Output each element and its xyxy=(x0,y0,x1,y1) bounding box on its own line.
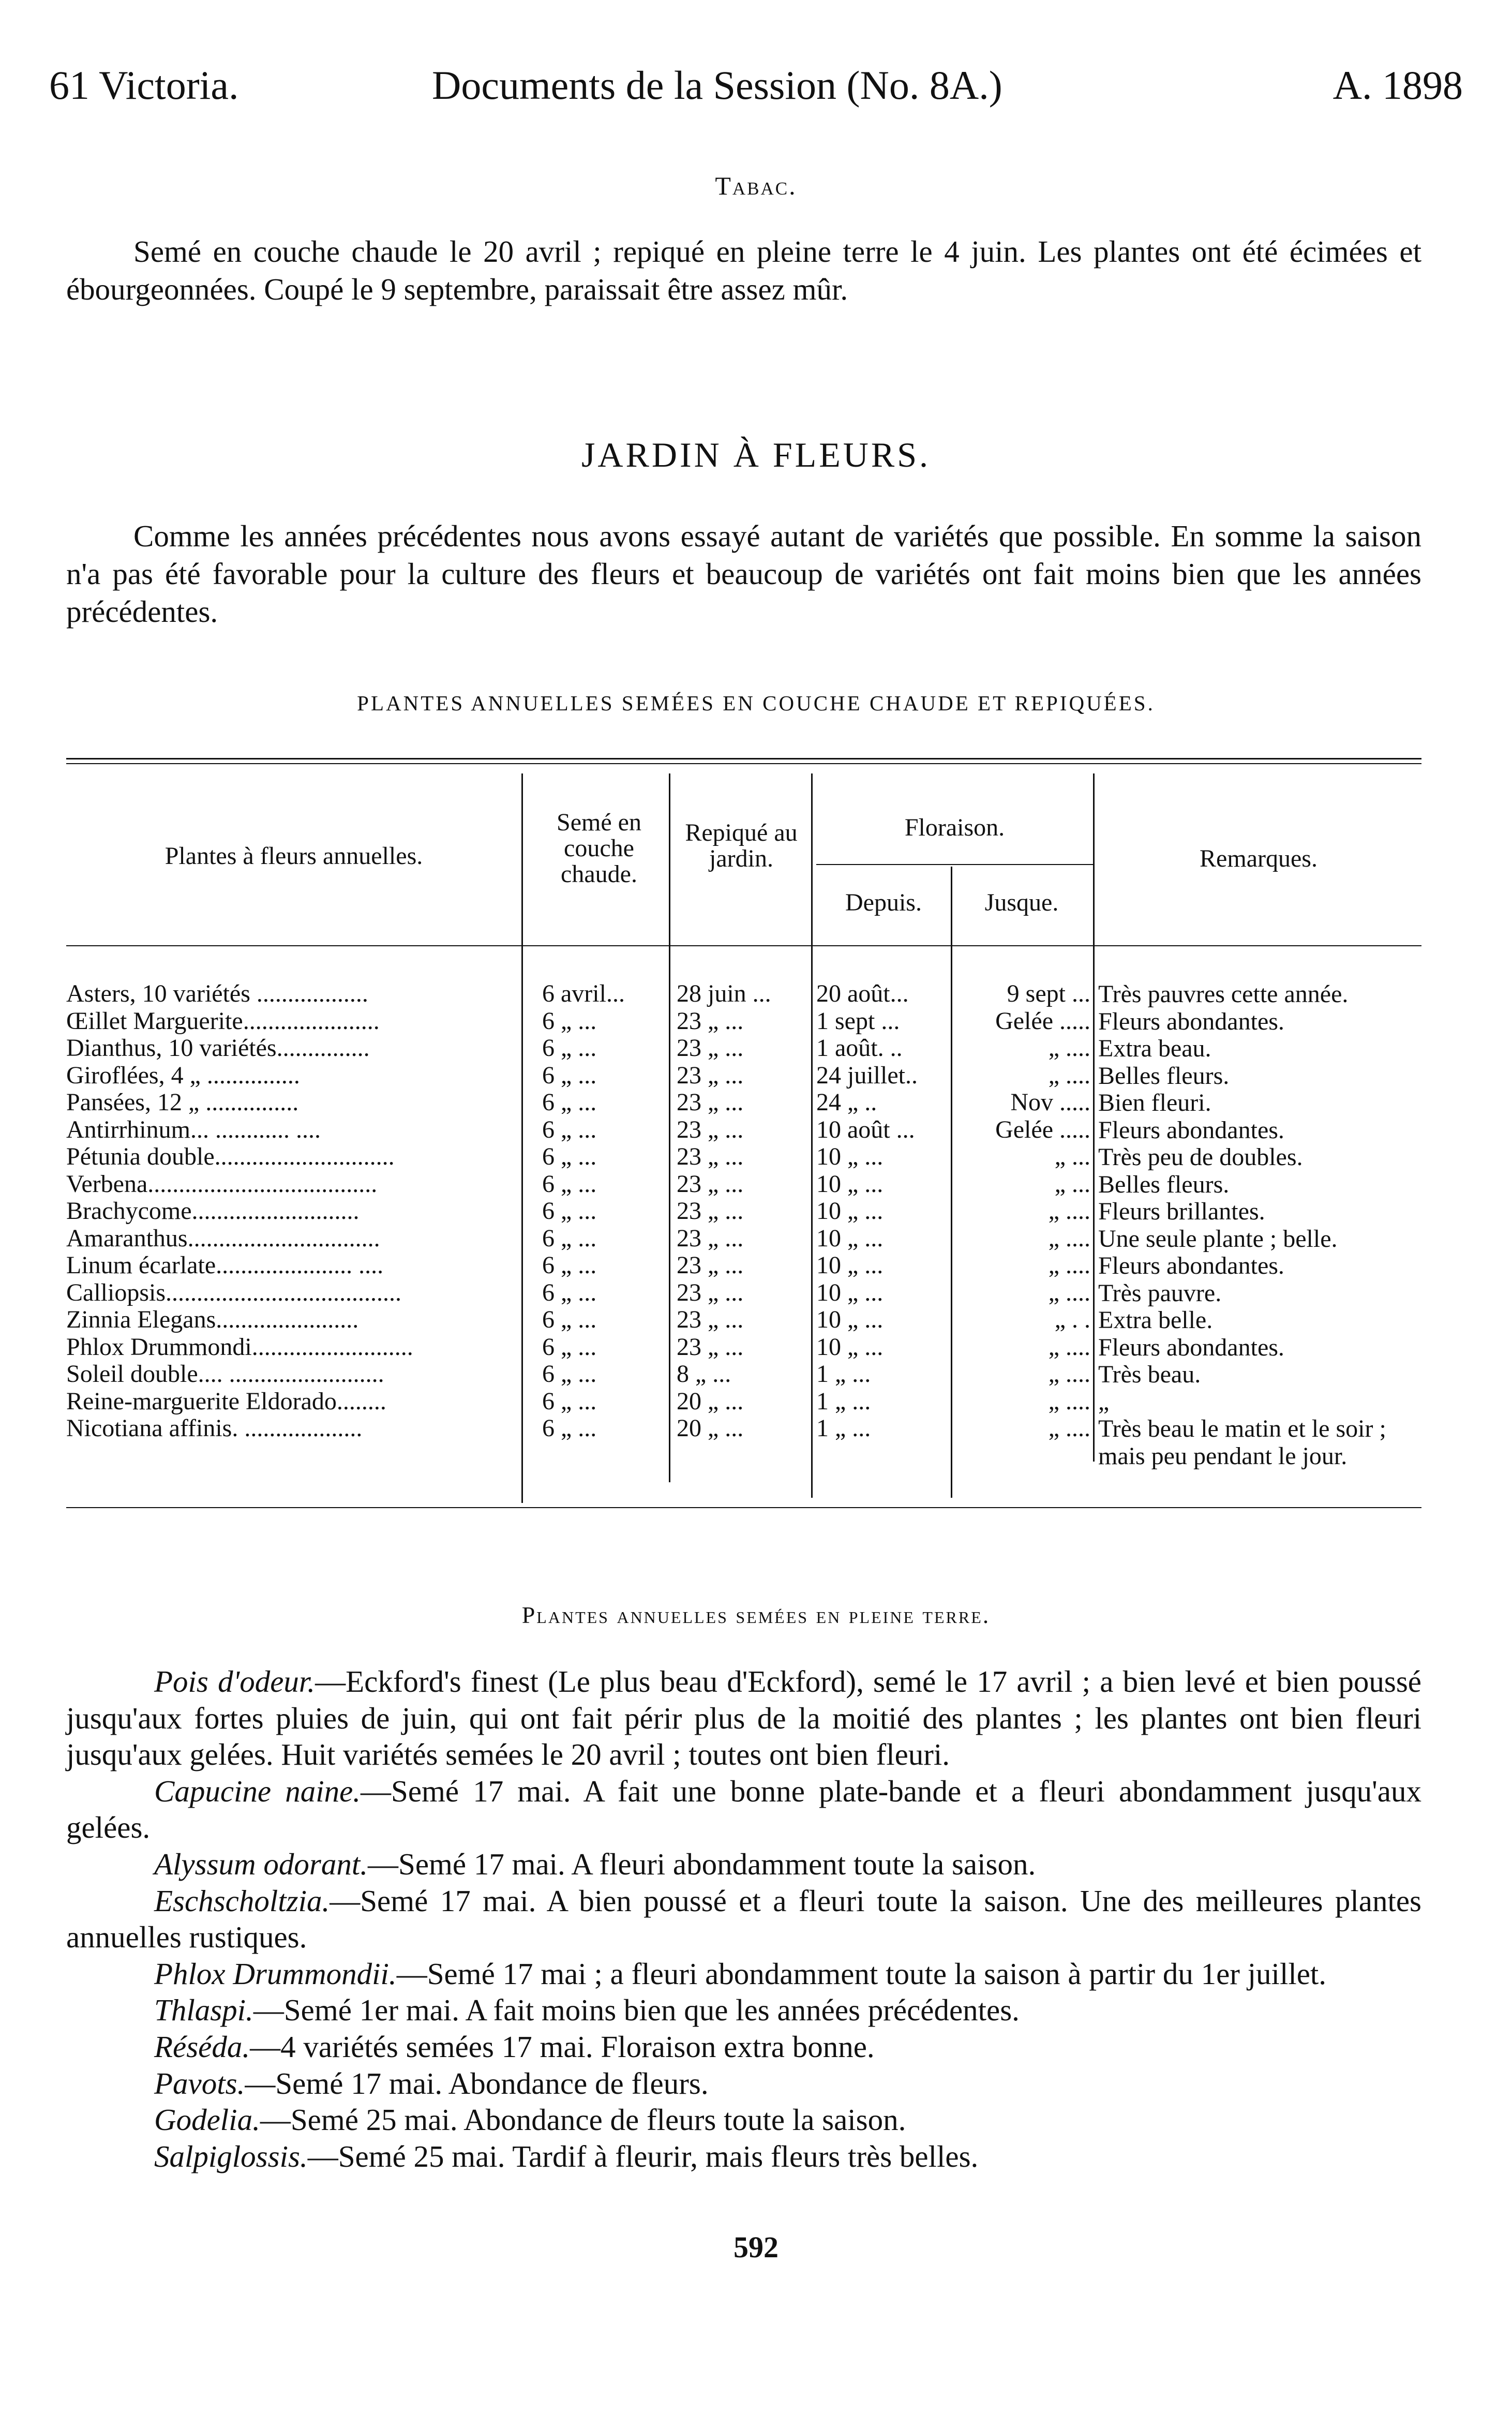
tabac-heading: Tabac. xyxy=(715,171,797,200)
plant-name-cell: Linum écarlate...................... .... xyxy=(66,1252,384,1279)
plant-entry-text: —Semé 25 mai. Abondance de fleurs toute la saison. xyxy=(260,2103,906,2137)
table-row xyxy=(66,1306,1421,1334)
plant-entry-text: —Semé 25 mai. Tardif à fleurir, mais fleurs très belles. xyxy=(307,2139,979,2173)
remarques-cell: Très beau. xyxy=(1098,1361,1201,1388)
remarques-cell: Très pauvre. xyxy=(1098,1279,1222,1307)
repique-cell: 23 „ ... xyxy=(677,1035,744,1062)
table-top-rule xyxy=(66,758,1421,759)
plant-entry xyxy=(66,1992,1421,2029)
remarques-cell: Belles fleurs. xyxy=(1098,1170,1230,1198)
plant-entry xyxy=(66,1883,1421,1956)
plant-name-cell: Pansées, 12 „ ............... xyxy=(66,1089,299,1116)
table-row xyxy=(66,1089,1421,1116)
plant-entry-text: —Eckford's finest (Le plus beau d'Eckford), semé le 17 avril ; a bien levé et bien poussé jusqu'aux fortes pluies de juin, qui ont fait périr plus de la moitié des plantes ; les plantes ont bien fleuri jusqu'aux gelées. Huit variétés semées le 20 avril ; toutes ont bien fleuri. xyxy=(66,1664,1421,1772)
seme-cell: 6 „ ... xyxy=(542,1252,597,1279)
seme-cell: 6 „ ... xyxy=(542,1062,597,1089)
plant-entry-text: —Semé 17 mai. A bien poussé et a fleuri toute la saison. Une des meilleures plantes annuelles rustiques. xyxy=(66,1883,1421,1955)
jusque-cell: „ .... xyxy=(1048,1388,1090,1415)
table-row xyxy=(66,1062,1421,1090)
seme-cell: 6 avril... xyxy=(542,980,625,1007)
plant-entry-name: Capucine naine. xyxy=(154,1774,361,1808)
depuis-cell: 10 „ ... xyxy=(816,1225,884,1252)
jusque-cell: „ ... xyxy=(1054,1170,1090,1198)
jusque-cell: „ .... xyxy=(1048,1252,1090,1279)
table-row xyxy=(66,1035,1421,1062)
repique-cell: 20 „ ... xyxy=(677,1388,744,1415)
remarques-cell: Très pauvres cette année. xyxy=(1098,980,1349,1008)
plant-entry-name: Alyssum odorant. xyxy=(154,1846,368,1881)
header-remarques: Remarques. xyxy=(1200,845,1318,872)
plant-name-cell: Œillet Marguerite...................... xyxy=(66,1007,380,1035)
repique-cell: 28 juin ... xyxy=(677,980,771,1007)
page-number: 592 xyxy=(733,2230,779,2264)
depuis-cell: 10 août ... xyxy=(816,1116,915,1143)
plant-name-cell: Pétunia double............................. xyxy=(66,1143,395,1170)
seme-cell: 6 „ ... xyxy=(542,1035,597,1062)
plant-entry xyxy=(66,2029,1421,2065)
repique-cell: 23 „ ... xyxy=(677,1252,744,1279)
plant-entry-name: Godelia. xyxy=(154,2103,260,2137)
repique-cell: 23 „ ... xyxy=(677,1062,744,1089)
plant-entry xyxy=(66,1773,1421,1846)
seme-cell: 6 „ ... xyxy=(542,1007,597,1035)
jardin-paragraph: Comme les années précédentes nous avons essayé autant de variétés que possible. En somme la saison n'a pas été favorable pour la culture des fleurs et beaucoup de variétés ont fait moins bien que les années précédentes. xyxy=(66,519,1421,629)
pleine-terre-entries xyxy=(66,1663,1421,2174)
header-name: Plantes à fleurs annuelles. xyxy=(164,842,423,870)
plant-name-cell: Giroflées, 4 „ ............... xyxy=(66,1062,300,1089)
table-bottom-rule xyxy=(66,1507,1421,1508)
plant-entry-name: Phlox Drummondii. xyxy=(154,1956,397,1991)
seme-cell: 6 „ ... xyxy=(542,1279,597,1306)
repique-cell: 23 „ ... xyxy=(677,1116,744,1143)
plant-name-cell: Dianthus, 10 variétés............... xyxy=(66,1035,370,1062)
jusque-cell: „ .... xyxy=(1048,1062,1090,1089)
repique-cell: 23 „ ... xyxy=(677,1333,744,1361)
repique-cell: 23 „ ... xyxy=(677,1143,744,1170)
remarques-cell: Fleurs abondantes. xyxy=(1098,1333,1284,1361)
plant-name-cell: Amaranthus............................... xyxy=(66,1225,380,1252)
plant-name-cell: Reine-marguerite Eldorado........ xyxy=(66,1388,386,1415)
repique-cell: 8 „ ... xyxy=(677,1361,731,1388)
seme-cell: 6 „ ... xyxy=(542,1116,597,1143)
plant-entry-text: —Semé 17 mai. A fait une bonne plate-bande et a fleuri abondamment jusqu'aux gelées. xyxy=(66,1774,1421,1845)
depuis-cell: 1 „ ... xyxy=(816,1415,871,1442)
header-center: Documents de la Session (No. 8A.) xyxy=(432,63,1002,108)
depuis-cell: 10 „ ... xyxy=(816,1170,884,1198)
plant-entry-name: Eschscholtzia. xyxy=(154,1883,330,1918)
jusque-cell: „ . . xyxy=(1054,1306,1090,1333)
remarques-cell: Extra beau. xyxy=(1098,1035,1211,1062)
header-jusque: Jusque. xyxy=(984,889,1059,916)
table-row xyxy=(66,1361,1421,1388)
repique-cell: 20 „ ... xyxy=(677,1415,744,1442)
header-depuis: Depuis. xyxy=(845,889,922,916)
jusque-cell: „ .... xyxy=(1048,1279,1090,1306)
jusque-cell: 9 sept ... xyxy=(1007,980,1090,1007)
depuis-cell: 1 sept ... xyxy=(816,1007,900,1035)
depuis-cell: 10 „ ... xyxy=(816,1279,884,1306)
jusque-cell: Gelée ..... xyxy=(995,1007,1090,1035)
remarques-cell: Une seule plante ; belle. xyxy=(1098,1225,1338,1253)
plant-entry-text: —Semé 17 mai. A fleuri abondamment toute la saison. xyxy=(368,1846,1036,1881)
table-header-rule xyxy=(66,945,1421,946)
remarques-cell: Belles fleurs. xyxy=(1098,1062,1230,1090)
plant-entry-text: —Semé 17 mai. Abondance de fleurs. xyxy=(245,2066,709,2101)
plant-name-cell: Antirrhinum... ............ .... xyxy=(66,1116,321,1143)
jusque-cell: „ .... xyxy=(1048,1225,1090,1252)
depuis-cell: 1 „ ... xyxy=(816,1361,871,1388)
plant-name-cell: Asters, 10 variétés .................. xyxy=(66,980,368,1007)
depuis-cell: 1 „ ... xyxy=(816,1388,871,1415)
plant-entry-text: —Semé 1er mai. A fait moins bien que les années précédentes. xyxy=(253,1993,1020,2028)
repique-cell: 23 „ ... xyxy=(677,1198,744,1225)
header-right: A. 1898 xyxy=(1333,63,1463,108)
jardin-heading: JARDIN À FLEURS. xyxy=(581,435,931,474)
depuis-cell: 10 „ ... xyxy=(816,1252,884,1279)
page-header xyxy=(49,62,1463,119)
table-row xyxy=(66,1008,1421,1035)
remarques-cell: Extra belle. xyxy=(1098,1306,1213,1334)
depuis-cell: 24 juillet.. xyxy=(816,1062,918,1089)
table-row xyxy=(66,980,1421,1008)
plant-name-cell: Phlox Drummondi.......................... xyxy=(66,1333,413,1361)
pleine-terre-heading: Plantes annuelles semées en pleine terre. xyxy=(521,1602,991,1628)
plants-table xyxy=(66,742,1421,1539)
depuis-cell: 10 „ ... xyxy=(816,1333,884,1361)
table-row xyxy=(66,1116,1421,1144)
seme-cell: 6 „ ... xyxy=(542,1143,597,1170)
seme-cell: 6 „ ... xyxy=(542,1198,597,1225)
table-row xyxy=(66,1171,1421,1198)
repique-cell: 23 „ ... xyxy=(677,1089,744,1116)
plant-entry xyxy=(66,2138,1421,2175)
plant-entry-text: —Semé 17 mai ; a fleuri abondamment toute la saison à partir du 1er juillet. xyxy=(396,1956,1327,1991)
plant-entry-name: Réséda. xyxy=(154,2029,250,2064)
tabac-paragraph: Semé en couche chaude le 20 avril ; repiqué en pleine terre le 4 juin. Les plantes ont été écimées et ébourgeonnées. Coupé le 9 septembre, paraissait être assez mûr. xyxy=(66,234,1421,306)
table-body xyxy=(66,980,1421,1470)
plant-name-cell: Nicotiana affinis. ................... xyxy=(66,1415,363,1442)
remarques-cell: Bien fleuri. xyxy=(1098,1089,1211,1116)
table-top-rule-2 xyxy=(66,763,1421,764)
table-row xyxy=(66,1415,1421,1470)
depuis-cell: 10 „ ... xyxy=(816,1143,884,1170)
jusque-cell: „ .... xyxy=(1048,1198,1090,1225)
plant-name-cell: Verbena..................................... xyxy=(66,1170,378,1198)
remarques-cell: Très peu de doubles. xyxy=(1098,1143,1303,1171)
seme-cell: 6 „ ... xyxy=(542,1306,597,1333)
jusque-cell: Nov ..... xyxy=(1010,1089,1090,1116)
seme-cell: 6 „ ... xyxy=(542,1170,597,1198)
remarques-cell: „ xyxy=(1098,1388,1110,1416)
plant-entry xyxy=(66,2065,1421,2102)
jusque-cell: „ .... xyxy=(1048,1035,1090,1062)
plant-entry-name: Pois d'odeur. xyxy=(154,1664,316,1699)
jusque-cell: „ .... xyxy=(1048,1415,1090,1442)
plant-entry xyxy=(66,2102,1421,2138)
seme-cell: 6 „ ... xyxy=(542,1333,597,1361)
plant-entry xyxy=(66,1846,1421,1883)
jusque-cell: „ ... xyxy=(1054,1143,1090,1170)
remarques-cell: Fleurs abondantes. xyxy=(1098,1252,1284,1279)
header-seme: Semé en couche chaude. xyxy=(557,809,641,888)
plant-name-cell: Calliopsis...................................... xyxy=(66,1279,402,1306)
table-row xyxy=(66,1279,1421,1307)
depuis-cell: 10 „ ... xyxy=(816,1198,884,1225)
header-repique: Repiqué au jardin. xyxy=(685,819,798,872)
plant-entry-text: —4 variétés semées 17 mai. Floraison extra bonne. xyxy=(250,2029,875,2064)
table-row xyxy=(66,1198,1421,1225)
table-row xyxy=(66,1252,1421,1279)
remarques-cell: Fleurs abondantes. xyxy=(1098,1116,1284,1144)
plant-name-cell: Soleil double.... ......................... xyxy=(66,1361,384,1388)
plant-entry-name: Thlaspi. xyxy=(154,1993,253,2028)
table-row xyxy=(66,1143,1421,1171)
depuis-cell: 24 „ .. xyxy=(816,1089,877,1116)
seme-cell: 6 „ ... xyxy=(542,1388,597,1415)
floraison-rule xyxy=(816,864,1093,865)
header-left: 61 Victoria. xyxy=(49,63,239,108)
depuis-cell: 10 „ ... xyxy=(816,1306,884,1333)
depuis-cell: 1 août. .. xyxy=(816,1035,903,1062)
plant-entry-name: Pavots. xyxy=(154,2066,245,2101)
seme-cell: 6 „ ... xyxy=(542,1361,597,1388)
plant-entry xyxy=(66,1956,1421,1992)
seme-cell: 6 „ ... xyxy=(542,1415,597,1442)
repique-cell: 23 „ ... xyxy=(677,1225,744,1252)
repique-cell: 23 „ ... xyxy=(677,1170,744,1198)
header-floraison: Floraison. xyxy=(904,814,1005,841)
remarques-cell: Fleurs brillantes. xyxy=(1098,1198,1265,1225)
remarques-cell: Fleurs abondantes. xyxy=(1098,1007,1284,1035)
seme-cell: 6 „ ... xyxy=(542,1089,597,1116)
depuis-cell: 20 août... xyxy=(816,980,909,1007)
table-row xyxy=(66,1225,1421,1253)
remarques-cell: Très beau le matin et le soir ; mais peu pendant le jour. xyxy=(1098,1415,1386,1470)
repique-cell: 23 „ ... xyxy=(677,1279,744,1306)
table-row xyxy=(66,1334,1421,1361)
table-row xyxy=(66,1388,1421,1416)
plant-entry xyxy=(66,1663,1421,1773)
seme-cell: 6 „ ... xyxy=(542,1225,597,1252)
jusque-cell: Gelée ..... xyxy=(995,1116,1090,1143)
plant-entry-name: Salpiglossis. xyxy=(154,2139,308,2173)
plant-name-cell: Zinnia Elegans....................... xyxy=(66,1306,359,1333)
repique-cell: 23 „ ... xyxy=(677,1306,744,1333)
repique-cell: 23 „ ... xyxy=(677,1007,744,1035)
jusque-cell: „ .... xyxy=(1048,1333,1090,1361)
jusque-cell: „ .... xyxy=(1048,1361,1090,1388)
plant-name-cell: Brachycome........................... xyxy=(66,1198,360,1225)
table-heading: PLANTES ANNUELLES SEMÉES EN COUCHE CHAUDE ET REPIQUÉES. xyxy=(357,691,1155,715)
